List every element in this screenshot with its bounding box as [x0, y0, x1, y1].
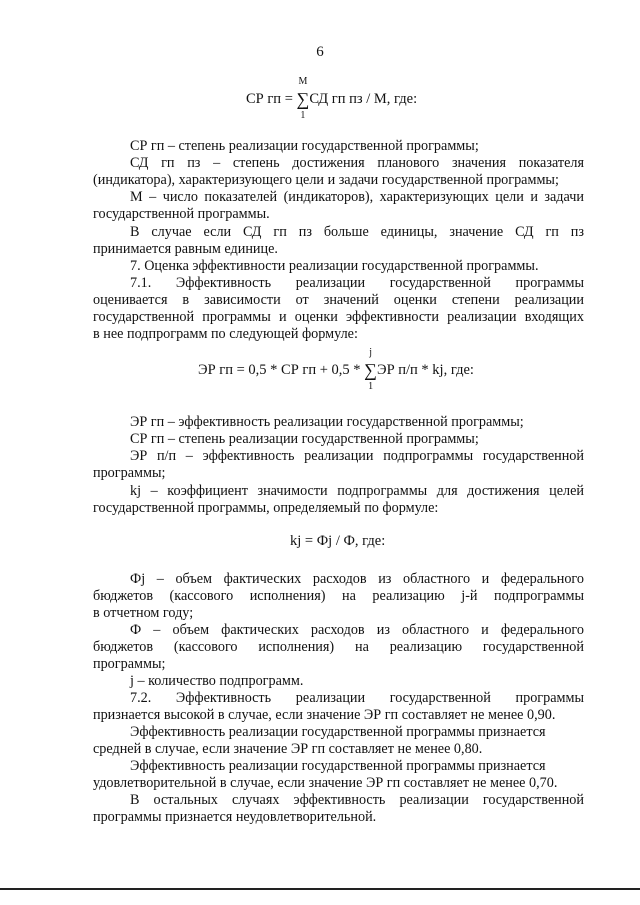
formula-lhs: ЭР гп = 0,5 * СР гп + 0,5 *: [198, 362, 365, 378]
text-line: принимается равным единице.: [93, 241, 278, 257]
formula-rhs: ЭР п/п * kj, где:: [377, 362, 474, 378]
text-line: 7.1. Эффективность реализации государственной программы: [130, 275, 584, 291]
text-line: (индикатора), характеризующего цели и задачи государственной программы;: [93, 172, 559, 188]
sum-symbol: ∑ j 1: [364, 347, 377, 392]
formula-kj: kj = Фj / Ф, где:: [290, 533, 386, 549]
text-line: признается высокой в случае, если значение ЭР гп составляет не менее 0,90.: [93, 707, 556, 723]
text-line: оценивается в зависимости от значений оценки степени реализации: [93, 292, 584, 308]
text-line: В остальных случаях эффективность реализации государственной: [130, 792, 584, 808]
text-line: программы;: [93, 465, 166, 481]
text-line: государственной программы и оценки эффективности реализации входящих: [93, 309, 584, 325]
text-line: ЭР п/п – эффективность реализации подпрограммы государственной: [130, 448, 584, 464]
sum-upper-limit: j: [369, 347, 372, 358]
sum-upper-limit: M: [298, 76, 308, 87]
text-line: М – число показателей (индикаторов), характеризующих цели и задачи: [130, 189, 584, 205]
page-number: 6: [316, 44, 324, 60]
formula-lhs: СР гп =: [246, 91, 297, 107]
sum-symbol: ∑ M 1: [296, 76, 310, 121]
text-line: Фj – объем фактических расходов из областного и федерального: [130, 571, 584, 587]
page-bottom-rule: [0, 888, 640, 890]
sum-lower-limit: 1: [300, 110, 306, 121]
text-line: программы признается неудовлетворительной.: [93, 809, 377, 825]
section-heading: 7. Оценка эффективности реализации государственной программы.: [130, 258, 539, 274]
text-line: В случае если СД гп пз больше единицы, значение СД гп пз: [130, 224, 584, 240]
text-line: в отчетном году;: [93, 605, 194, 621]
text-line: ЭР гп – эффективность реализации государственной программы;: [130, 414, 524, 430]
text-line: СР гп – степень реализации государственной программы;: [130, 138, 479, 154]
text-line: 7.2. Эффективность реализации государственной программы: [130, 690, 584, 706]
text-line: Эффективность реализации государственной программы признается: [130, 758, 546, 774]
text-line: Ф – объем фактических расходов из областного и федерального: [130, 622, 584, 638]
text-line: kj – коэффициент значимости подпрограммы для достижения целей: [130, 483, 584, 499]
text-line: СД гп пз – степень достижения планового значения показателя: [130, 155, 584, 171]
text-line: в нее подпрограмм по следующей формуле:: [93, 326, 358, 342]
text-line: Эффективность реализации государственной программы признается: [130, 724, 546, 740]
text-line: бюджетов (кассового исполнения) на реализацию j-й подпрограммы: [93, 588, 584, 604]
text-line: СР гп – степень реализации государственной программы;: [130, 431, 479, 447]
text-line: бюджетов (кассового исполнения) на реализацию государственной: [93, 639, 584, 655]
formula-er-gp: [198, 347, 474, 392]
text-line: государственной программы, определяемый по формуле:: [93, 500, 439, 516]
formula-sr-gp: [246, 76, 418, 121]
text-line: государственной программы.: [93, 206, 270, 222]
text-line: средней в случае, если значение ЭР гп составляет не менее 0,80.: [93, 741, 483, 757]
sum-lower-limit: 1: [368, 381, 374, 392]
text-line: программы;: [93, 656, 166, 672]
text-line: j – количество подпрограмм.: [130, 673, 304, 689]
text-line: удовлетворительной в случае, если значение ЭР гп составляет не менее 0,70.: [93, 775, 558, 791]
formula-rhs: СД гп пз / М, где:: [309, 91, 418, 107]
